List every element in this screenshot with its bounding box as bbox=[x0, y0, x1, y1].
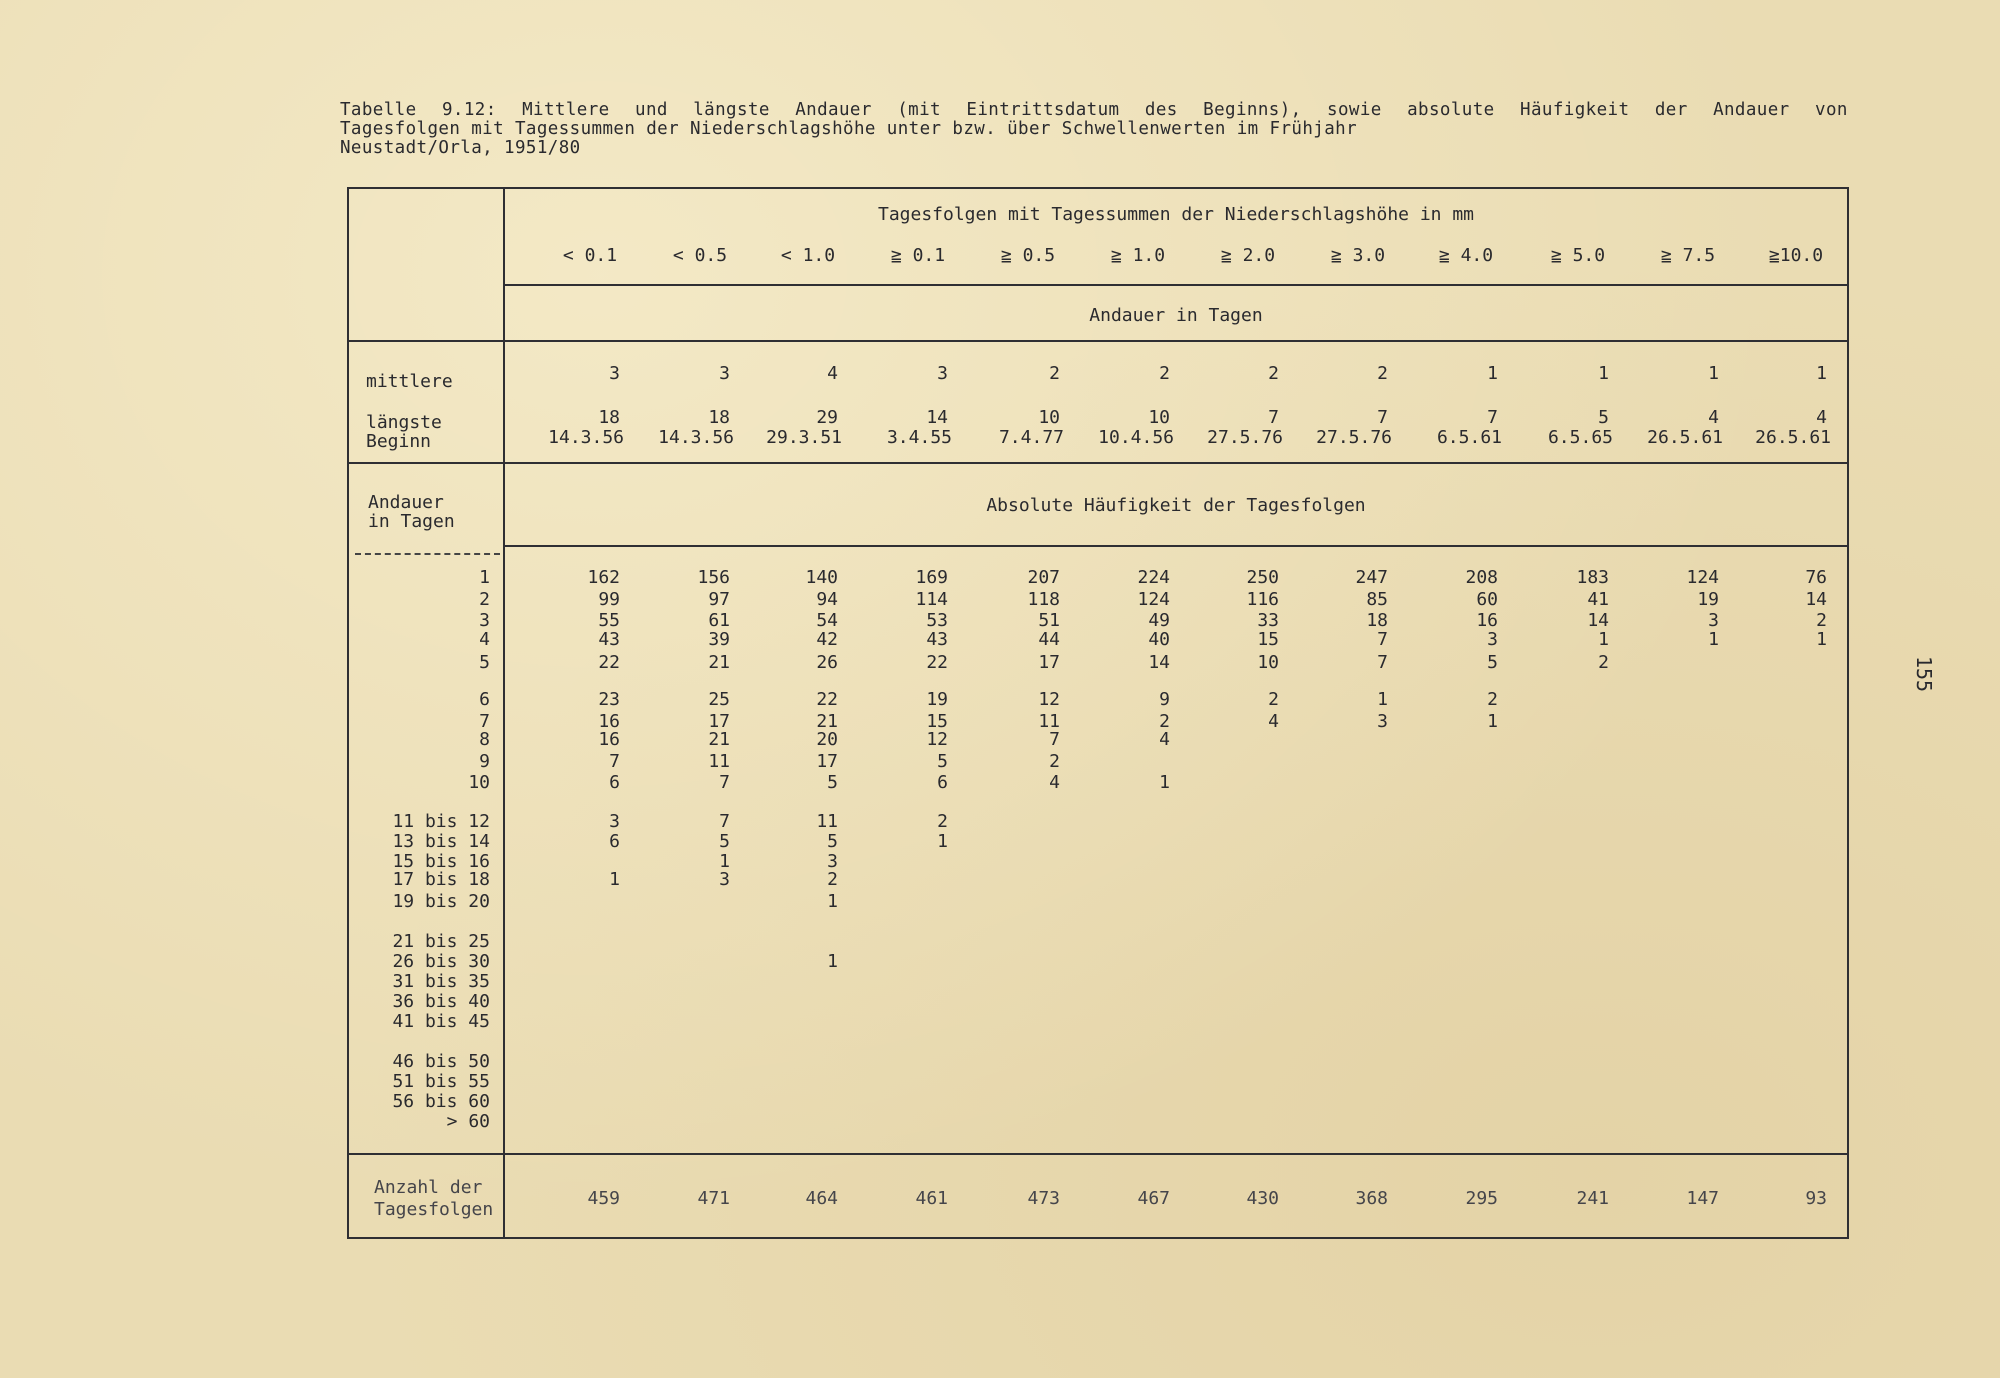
frequency-cell: 116 bbox=[1246, 589, 1279, 610]
duration-label: 3 bbox=[479, 610, 490, 631]
frequency-cell: 11 bbox=[816, 811, 838, 832]
mittlere-value: 1 bbox=[1708, 363, 1719, 384]
caption-line-3: Neustadt/Orla, 1951/80 bbox=[340, 138, 581, 158]
duration-label: 15 bis 16 bbox=[392, 851, 490, 872]
duration-label: 26 bis 30 bbox=[392, 951, 490, 972]
caption-word: Beginns), bbox=[1203, 100, 1302, 120]
mittlere-value: 2 bbox=[1159, 363, 1170, 384]
caption-word: Tabelle bbox=[340, 100, 417, 120]
frequency-cell: 1 bbox=[609, 869, 620, 890]
duration-label: 13 bis 14 bbox=[392, 831, 490, 852]
frequency-cell: 7 bbox=[1377, 629, 1388, 650]
duration-label: 17 bis 18 bbox=[392, 869, 490, 890]
mittlere-value: 3 bbox=[937, 363, 948, 384]
duration-label: 51 bis 55 bbox=[392, 1071, 490, 1092]
duration-label: 10 bbox=[468, 772, 490, 793]
mittlere-value: 3 bbox=[719, 363, 730, 384]
frequency-cell: 10 bbox=[1257, 652, 1279, 673]
frequency-cell: 2 bbox=[1598, 652, 1609, 673]
caption-word: von bbox=[1815, 100, 1848, 120]
frequency-cell: 7 bbox=[1049, 729, 1060, 750]
frequency-cell: 40 bbox=[1148, 629, 1170, 650]
frequency-cell: 2 bbox=[1268, 689, 1279, 710]
totals-label-2: Tagesfolgen bbox=[374, 1199, 494, 1220]
caption-word: längste bbox=[693, 100, 770, 120]
total-value: 93 bbox=[1805, 1188, 1827, 1209]
frequency-cell: 43 bbox=[926, 629, 948, 650]
laengste-value: 4 bbox=[1816, 407, 1827, 428]
frequency-cell: 3 bbox=[827, 851, 838, 872]
laengste-value: 14 bbox=[926, 407, 948, 428]
rule-below-freq-title bbox=[505, 545, 1847, 547]
beginn-date: 14.3.56 bbox=[658, 427, 734, 448]
total-value: 467 bbox=[1137, 1188, 1170, 1209]
caption-word: Häufigkeit bbox=[1520, 100, 1630, 120]
frequency-cell: 6 bbox=[609, 831, 620, 852]
frequency-cell: 250 bbox=[1246, 567, 1279, 588]
frequency-cell: 140 bbox=[805, 567, 838, 588]
stub-column-rule bbox=[503, 187, 505, 1237]
laengste-value: 18 bbox=[598, 407, 620, 428]
duration-label: > 60 bbox=[446, 1111, 490, 1132]
mittlere-value: 1 bbox=[1598, 363, 1609, 384]
caption-line-2: Tagesfolgen mit Tagessummen der Niederschlagshöhe unter bzw. über Schwellenwerten im Frühjahr bbox=[340, 119, 1358, 139]
caption-word: absolute bbox=[1407, 100, 1495, 120]
frequency-cell: 99 bbox=[598, 589, 620, 610]
frequency-cell: 4 bbox=[1159, 729, 1170, 750]
page-number: 155 bbox=[1912, 655, 1937, 693]
mittlere-label: mittlere bbox=[366, 371, 453, 392]
frequency-cell: 51 bbox=[1038, 610, 1060, 631]
frequency-cell: 20 bbox=[816, 729, 838, 750]
frequency-cell: 23 bbox=[598, 689, 620, 710]
frequency-cell: 22 bbox=[926, 652, 948, 673]
duration-label: 46 bis 50 bbox=[392, 1051, 490, 1072]
mittlere-value: 4 bbox=[827, 363, 838, 384]
mittlere-value: 2 bbox=[1049, 363, 1060, 384]
frequency-cell: 76 bbox=[1805, 567, 1827, 588]
threshold-header: < 0.1 bbox=[562, 245, 618, 266]
frequency-cell: 208 bbox=[1465, 567, 1498, 588]
frequency-cell: 2 bbox=[827, 869, 838, 890]
frequency-cell: 2 bbox=[1487, 689, 1498, 710]
caption-word: sowie bbox=[1327, 100, 1382, 120]
caption-word: Eintrittsdatum bbox=[966, 100, 1120, 120]
frequency-cell: 5 bbox=[1487, 652, 1498, 673]
frequency-cell: 25 bbox=[708, 689, 730, 710]
frequency-cell: 17 bbox=[1038, 652, 1060, 673]
caption-word: der bbox=[1654, 100, 1688, 120]
frequency-cell: 49 bbox=[1148, 610, 1170, 631]
frequency-cell: 162 bbox=[587, 567, 620, 588]
duration-label: 5 bbox=[479, 652, 490, 673]
frequency-cell: 3 bbox=[1487, 629, 1498, 650]
frequency-cell: 21 bbox=[708, 652, 730, 673]
frequency-cell: 7 bbox=[609, 751, 620, 772]
stub-title-1: Andauer bbox=[368, 492, 444, 513]
laengste-value: 5 bbox=[1598, 407, 1609, 428]
frequency-cell: 3 bbox=[1708, 610, 1719, 631]
threshold-header: < 1.0 bbox=[780, 245, 836, 266]
frequency-cell: 7 bbox=[719, 772, 730, 793]
threshold-header: ≧ 5.0 bbox=[1550, 245, 1606, 266]
frequency-cell: 39 bbox=[708, 629, 730, 650]
frequency-cell: 33 bbox=[1257, 610, 1279, 631]
total-value: 464 bbox=[805, 1188, 838, 1209]
frequency-cell: 11 bbox=[1038, 711, 1060, 732]
frequency-cell: 43 bbox=[598, 629, 620, 650]
frequency-cell: 2 bbox=[1049, 751, 1060, 772]
threshold-header: < 0.5 bbox=[672, 245, 728, 266]
frequency-cell: 53 bbox=[926, 610, 948, 631]
frequency-cell: 2 bbox=[1816, 610, 1827, 631]
frequency-cell: 6 bbox=[937, 772, 948, 793]
frequency-cell: 19 bbox=[926, 689, 948, 710]
frequency-cell: 22 bbox=[816, 689, 838, 710]
frequency-cell: 5 bbox=[827, 831, 838, 852]
frequency-cell: 1 bbox=[1816, 629, 1827, 650]
duration-label: 11 bis 12 bbox=[392, 811, 490, 832]
frequency-cell: 12 bbox=[926, 729, 948, 750]
beginn-date: 6.5.65 bbox=[1547, 427, 1613, 448]
frequency-cell: 55 bbox=[598, 610, 620, 631]
frequency-cell: 183 bbox=[1576, 567, 1609, 588]
frequency-cell: 14 bbox=[1148, 652, 1170, 673]
caption-word: Andauer bbox=[795, 100, 872, 120]
frequency-cell: 1 bbox=[719, 851, 730, 872]
frequency-cell: 1 bbox=[1487, 711, 1498, 732]
duration-label: 9 bbox=[479, 751, 490, 772]
total-value: 147 bbox=[1686, 1188, 1719, 1209]
total-value: 430 bbox=[1246, 1188, 1279, 1209]
threshold-header: ≧ 0.1 bbox=[890, 245, 946, 266]
frequency-cell: 1 bbox=[1159, 772, 1170, 793]
frequency-cell: 44 bbox=[1038, 629, 1060, 650]
duration-label: 56 bis 60 bbox=[392, 1091, 490, 1112]
frequency-cell: 3 bbox=[1377, 711, 1388, 732]
duration-label: 31 bis 35 bbox=[392, 971, 490, 992]
total-value: 473 bbox=[1027, 1188, 1060, 1209]
frequency-cell: 21 bbox=[816, 711, 838, 732]
laengste-value: 7 bbox=[1268, 407, 1279, 428]
frequency-cell: 9 bbox=[1159, 689, 1170, 710]
threshold-header: ≧10.0 bbox=[1768, 245, 1824, 266]
duration-label: 4 bbox=[479, 629, 490, 650]
frequency-cell: 1 bbox=[827, 951, 838, 972]
frequency-cell: 124 bbox=[1686, 567, 1719, 588]
mittlere-value: 2 bbox=[1268, 363, 1279, 384]
frequency-cell: 12 bbox=[1038, 689, 1060, 710]
frequency-cell: 3 bbox=[609, 811, 620, 832]
frequency-cell: 17 bbox=[708, 711, 730, 732]
frequency-cell: 14 bbox=[1805, 589, 1827, 610]
frequency-cell: 6 bbox=[609, 772, 620, 793]
frequency-cell: 247 bbox=[1355, 567, 1388, 588]
caption-word: Mittlere bbox=[522, 100, 610, 120]
frequency-cell: 61 bbox=[708, 610, 730, 631]
frequency-cell: 1 bbox=[1598, 629, 1609, 650]
frequency-cell: 15 bbox=[926, 711, 948, 732]
laengste-value: 10 bbox=[1038, 407, 1060, 428]
frequency-cell: 114 bbox=[915, 589, 948, 610]
frequency-cell: 4 bbox=[1049, 772, 1060, 793]
laengste-value: 7 bbox=[1487, 407, 1498, 428]
laengste-value: 18 bbox=[708, 407, 730, 428]
threshold-header: ≧ 7.5 bbox=[1660, 245, 1716, 266]
frequency-cell: 118 bbox=[1027, 589, 1060, 610]
frequency-cell: 94 bbox=[816, 589, 838, 610]
threshold-header: ≧ 3.0 bbox=[1330, 245, 1386, 266]
mittlere-value: 3 bbox=[609, 363, 620, 384]
duration-label: 8 bbox=[479, 729, 490, 750]
frequency-cell: 4 bbox=[1268, 711, 1279, 732]
caption-word: und bbox=[635, 100, 668, 120]
frequency-cell: 60 bbox=[1476, 589, 1498, 610]
rule-below-thresholds bbox=[505, 284, 1847, 286]
duration-label: 7 bbox=[479, 711, 490, 732]
frequency-cell: 19 bbox=[1697, 589, 1719, 610]
beginn-date: 7.4.77 bbox=[998, 427, 1064, 448]
frequency-cell: 22 bbox=[598, 652, 620, 673]
duration-label: 19 bis 20 bbox=[392, 891, 490, 912]
laengste-value: 10 bbox=[1148, 407, 1170, 428]
caption-word: des bbox=[1144, 100, 1178, 120]
rule-above-totals bbox=[349, 1153, 1847, 1155]
frequency-cell: 2 bbox=[1159, 711, 1170, 732]
total-value: 459 bbox=[587, 1188, 620, 1209]
beginn-date: 10.4.56 bbox=[1098, 427, 1174, 448]
beginn-date: 26.5.61 bbox=[1755, 427, 1831, 448]
frequency-cell: 156 bbox=[697, 567, 730, 588]
frequency-cell: 5 bbox=[827, 772, 838, 793]
caption-word: 9.12: bbox=[441, 100, 497, 120]
frequency-cell: 124 bbox=[1137, 589, 1170, 610]
frequency-cell: 1 bbox=[1377, 689, 1388, 710]
rule-below-andauer-title bbox=[349, 340, 1847, 342]
threshold-header: ≧ 1.0 bbox=[1110, 245, 1166, 266]
threshold-header: ≧ 4.0 bbox=[1438, 245, 1494, 266]
frequency-cell: 1 bbox=[1708, 629, 1719, 650]
total-value: 461 bbox=[915, 1188, 948, 1209]
frequency-cell: 16 bbox=[598, 729, 620, 750]
laengste-value: 29 bbox=[816, 407, 838, 428]
frequency-cell: 11 bbox=[708, 751, 730, 772]
frequency-cell: 17 bbox=[816, 751, 838, 772]
rule-below-stats bbox=[349, 462, 1847, 464]
stub-title-2: in Tagen bbox=[368, 511, 455, 532]
threshold-header: ≧ 2.0 bbox=[1220, 245, 1276, 266]
duration-label: 41 bis 45 bbox=[392, 1011, 490, 1032]
totals-label-1: Anzahl der bbox=[374, 1177, 483, 1198]
threshold-header: ≧ 0.5 bbox=[1000, 245, 1056, 266]
frequency-cell: 224 bbox=[1137, 567, 1170, 588]
frequency-cell: 26 bbox=[816, 652, 838, 673]
frequency-cell: 97 bbox=[708, 589, 730, 610]
caption-line-1 bbox=[340, 101, 1848, 120]
frequency-cell: 1 bbox=[937, 831, 948, 852]
mittlere-value: 1 bbox=[1816, 363, 1827, 384]
frequency-cell: 85 bbox=[1366, 589, 1388, 610]
duration-label: 6 bbox=[479, 689, 490, 710]
total-value: 368 bbox=[1355, 1188, 1388, 1209]
beginn-date: 6.5.61 bbox=[1436, 427, 1502, 448]
total-value: 241 bbox=[1576, 1188, 1609, 1209]
andauer-title: Andauer in Tagen bbox=[1089, 305, 1263, 326]
frequency-cell: 5 bbox=[719, 831, 730, 852]
stub-dashed-rule bbox=[355, 553, 500, 555]
frequency-cell: 16 bbox=[598, 711, 620, 732]
group-title: Tagesfolgen mit Tagessummen der Niederschlagshöhe in mm bbox=[877, 204, 1475, 225]
frequency-cell: 18 bbox=[1366, 610, 1388, 631]
frequency-cell: 169 bbox=[915, 567, 948, 588]
caption-word: (mit bbox=[897, 100, 941, 120]
frequency-cell: 7 bbox=[1377, 652, 1388, 673]
frequency-cell: 16 bbox=[1476, 610, 1498, 631]
frequency-cell: 7 bbox=[719, 811, 730, 832]
total-value: 295 bbox=[1465, 1188, 1498, 1209]
beginn-date: 14.3.56 bbox=[548, 427, 624, 448]
beginn-date: 27.5.76 bbox=[1207, 427, 1283, 448]
laengste-value: 7 bbox=[1377, 407, 1388, 428]
mittlere-value: 2 bbox=[1377, 363, 1388, 384]
frequency-cell: 207 bbox=[1027, 567, 1060, 588]
frequency-cell: 54 bbox=[816, 610, 838, 631]
frequency-cell: 3 bbox=[719, 869, 730, 890]
frequency-cell: 42 bbox=[816, 629, 838, 650]
duration-label: 2 bbox=[479, 589, 490, 610]
beginn-date: 29.3.51 bbox=[766, 427, 842, 448]
frequency-cell: 21 bbox=[708, 729, 730, 750]
laengste-label: längste bbox=[366, 412, 442, 433]
frequency-cell: 14 bbox=[1587, 610, 1609, 631]
frequency-cell: 41 bbox=[1587, 589, 1609, 610]
total-value: 471 bbox=[697, 1188, 730, 1209]
duration-label: 36 bis 40 bbox=[392, 991, 490, 1012]
beginn-date: 3.4.55 bbox=[886, 427, 952, 448]
beginn-label: Beginn bbox=[366, 431, 432, 452]
table-caption bbox=[340, 101, 1860, 158]
frequency-cell: 5 bbox=[937, 751, 948, 772]
frequency-cell: 2 bbox=[937, 811, 948, 832]
frequency-cell: 15 bbox=[1257, 629, 1279, 650]
caption-word: Andauer bbox=[1713, 100, 1790, 120]
laengste-value: 4 bbox=[1708, 407, 1719, 428]
frequency-cell: 1 bbox=[827, 891, 838, 912]
beginn-date: 26.5.61 bbox=[1647, 427, 1723, 448]
duration-label: 21 bis 25 bbox=[392, 931, 490, 952]
mittlere-value: 1 bbox=[1487, 363, 1498, 384]
beginn-date: 27.5.76 bbox=[1316, 427, 1392, 448]
freq-title: Absolute Häufigkeit der Tagesfolgen bbox=[986, 495, 1366, 516]
duration-label: 1 bbox=[479, 567, 490, 588]
